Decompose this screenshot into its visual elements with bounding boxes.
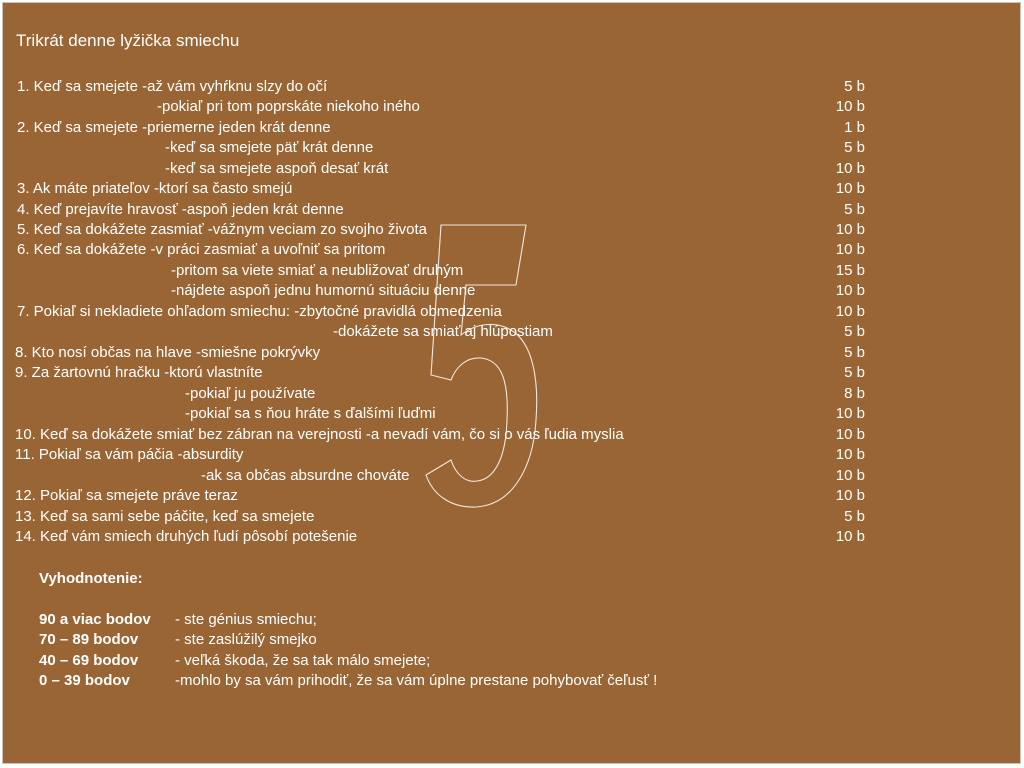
item-text: 13. Keď sa sami sebe páčite, keď sa smejete xyxy=(15,508,315,525)
list-item xyxy=(15,486,865,506)
list-item xyxy=(15,343,865,363)
item-points: 5 b xyxy=(844,344,865,361)
list-item xyxy=(15,507,865,527)
score-result: -mohlo by sa vám prihodiť, že sa vám úplne prestane pohybovať čeľusť ! xyxy=(175,672,658,689)
item-text: 9. Za žartovnú hračku -ktorú vlastníte xyxy=(15,364,263,381)
item-points: 5 b xyxy=(844,364,865,381)
item-text: 3. Ak máte priateľov -ktorí sa často smejú xyxy=(17,180,293,197)
score-result: - veľká škoda, že sa tak málo smejete; xyxy=(175,652,431,669)
list-item xyxy=(17,138,865,158)
item-points: 10 b xyxy=(835,98,865,115)
list-item xyxy=(17,200,865,220)
list-item xyxy=(15,466,865,486)
item-points: 10 b xyxy=(835,221,865,238)
item-text: -pokiaľ sa s ňou hráte s ďalšími ľuďmi xyxy=(185,405,436,422)
item-text: 5. Keď sa dokážete zasmiať -vážnym veciam zo svojho života xyxy=(17,221,428,238)
list-item xyxy=(15,384,865,404)
item-points: 10 b xyxy=(835,282,865,299)
item-points: 10 b xyxy=(835,487,865,504)
item-text: -ak sa občas absurdne chováte xyxy=(201,467,410,484)
item-points: 1 b xyxy=(844,119,865,136)
evaluation-item xyxy=(39,610,799,630)
item-points: 5 b xyxy=(844,508,865,525)
list-item xyxy=(17,97,865,117)
list-item xyxy=(17,240,865,260)
item-text: -dokážete sa smiať aj hlúpostiam xyxy=(333,323,553,340)
list-item xyxy=(17,322,865,342)
item-text: 11. Pokiaľ sa vám páčia -absurdity xyxy=(15,446,244,463)
item-points: 10 b xyxy=(835,467,865,484)
item-points: 10 b xyxy=(835,160,865,177)
score-range: 0 – 39 bodov xyxy=(39,672,130,689)
item-text: 2. Keď sa smejete -priemerne jeden krát denne xyxy=(17,119,331,136)
item-points: 8 b xyxy=(844,385,865,402)
list-item xyxy=(17,302,865,322)
list-item xyxy=(15,404,865,424)
list-item xyxy=(17,261,865,281)
evaluation-heading xyxy=(39,569,143,589)
item-points: 5 b xyxy=(844,201,865,218)
list-item xyxy=(15,527,865,547)
score-range: 90 a viac bodov xyxy=(39,611,151,628)
item-text: 12. Pokiaľ sa smejete práve teraz xyxy=(15,487,238,504)
item-points: 15 b xyxy=(835,262,865,279)
item-text: 7. Pokiaľ si nekladiete ohľadom smiechu: -zbytočné pravidlá obmedzenia xyxy=(17,303,502,320)
item-text: -keď sa smejete päť krát denne xyxy=(165,139,374,156)
slide xyxy=(2,2,1021,764)
item-points: 10 b xyxy=(835,528,865,545)
list-item xyxy=(17,281,865,301)
item-text: 14. Keď vám smiech druhých ľudí pôsobí potešenie xyxy=(15,528,358,545)
list-item xyxy=(17,179,865,199)
item-points: 10 b xyxy=(835,405,865,422)
item-points: 10 b xyxy=(835,303,865,320)
item-points: 10 b xyxy=(835,241,865,258)
item-text: 8. Kto nosí občas na hlave -smiešne pokrývky xyxy=(15,344,321,361)
page-title: Trikrát denne lyžička smiechu xyxy=(16,31,240,50)
item-text: 10. Keď sa dokážete smiať bez zábran na verejnosti -a nevadí vám, čo si o vás ľudia myslia xyxy=(15,426,624,443)
item-text: -nájdete aspoň jednu humornú situáciu denne xyxy=(171,282,476,299)
item-points: 10 b xyxy=(835,180,865,197)
item-points: 5 b xyxy=(844,78,865,95)
evaluation-item xyxy=(39,671,799,691)
watermark-text: 5 xyxy=(481,505,482,506)
list-item xyxy=(15,363,865,383)
item-points: 10 b xyxy=(835,426,865,443)
list-item xyxy=(17,118,865,138)
score-range: 70 – 89 bodov xyxy=(39,631,139,648)
item-text: 4. Keď prejavíte hravosť -aspoň jeden krát denne xyxy=(17,201,344,218)
item-points: 5 b xyxy=(844,139,865,156)
list-item xyxy=(17,159,865,179)
list-item xyxy=(17,77,865,97)
item-text: -pokiaľ ju používate xyxy=(185,385,316,402)
evaluation-item xyxy=(39,630,799,650)
list-item xyxy=(15,425,865,445)
item-text: 6. Keď sa dokážete -v práci zasmiať a uvoľniť sa pritom xyxy=(17,241,386,258)
item-points: 5 b xyxy=(844,323,865,340)
item-points: 10 b xyxy=(835,446,865,463)
evaluation-item xyxy=(39,651,799,671)
list-item xyxy=(17,220,865,240)
list-item xyxy=(15,445,865,465)
item-text: -keď sa smejete aspoň desať krát xyxy=(165,160,389,177)
score-result: - ste zaslúžilý smejko xyxy=(175,631,317,648)
item-text: -pokiaľ pri tom poprskáte niekoho iného xyxy=(157,98,420,115)
item-text: -pritom sa viete smiať a neubližovať druhým xyxy=(171,262,464,279)
item-text: 1. Keď sa smejete -až vám vyhŕknu slzy do očí xyxy=(17,78,328,95)
score-range: 40 – 69 bodov xyxy=(39,652,139,669)
score-result: - ste génius smiechu; xyxy=(175,611,317,628)
evaluation-heading-text: Vyhodnotenie: xyxy=(39,570,143,587)
